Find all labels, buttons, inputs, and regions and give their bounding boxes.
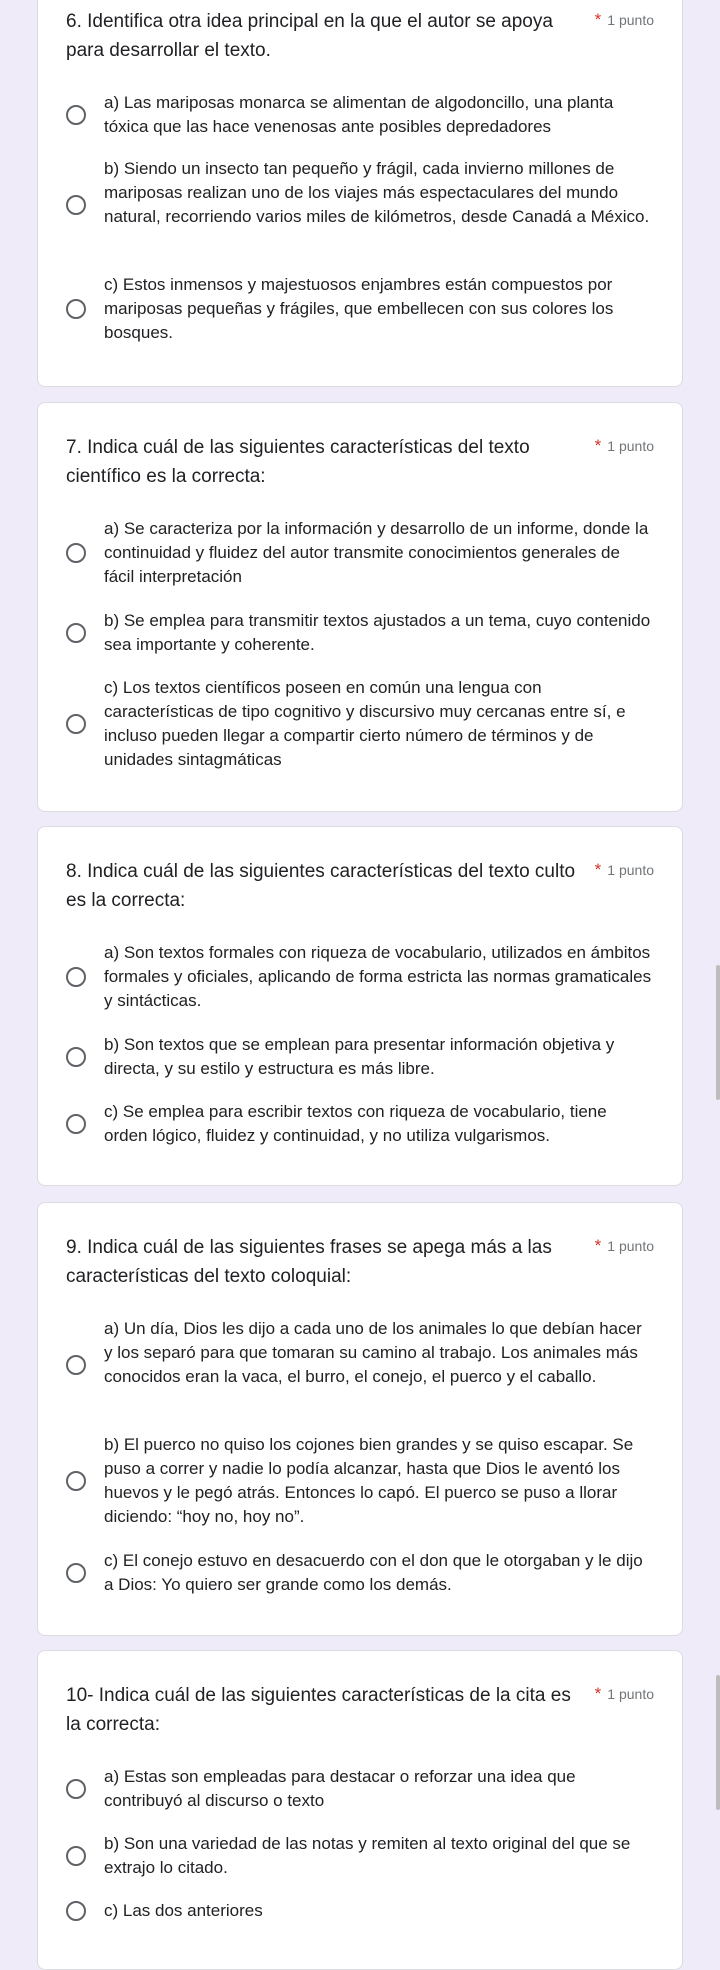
- radio-button[interactable]: [66, 1779, 86, 1799]
- question-title: 6. Identifica otra idea principal en la que el autor se apoya para desarrollar el texto.: [66, 11, 553, 61]
- radio-button[interactable]: [66, 105, 86, 125]
- question-card-9: [37, 1202, 683, 1636]
- points-indicator: [595, 9, 654, 31]
- option-label: b) El puerco no quiso los cojones bien grandes y se quiso escapar. Se puso a correr y nadie lo podía alcanzar, hasta que Dios le aventó los huevos y le pegó atrás. Entonces lo capó. El puerco se puso a llorar diciendo: “hoy no, hoy no”.: [104, 1435, 634, 1526]
- option-label: a) Estas son empleadas para destacar o reforzar una idea que contribuyó al discurso o texto: [104, 1767, 576, 1810]
- radio-button[interactable]: [66, 1114, 86, 1134]
- points-label: 1 punto: [607, 438, 654, 454]
- question-card-6: [37, 0, 683, 387]
- required-asterisk: *: [594, 1236, 602, 1255]
- required-asterisk: *: [594, 1684, 602, 1703]
- required-asterisk: *: [594, 10, 602, 29]
- question-title: 7. Indica cuál de las siguientes características del texto científico es la correcta:: [66, 437, 530, 487]
- option-label: a) Son textos formales con riqueza de vocabulario, utilizados en ámbitos formales y oficiales, aplicando de forma estricta las normas gramaticales y sintácticas.: [104, 943, 652, 1010]
- option-label: a) Las mariposas monarca se alimentan de algodoncillo, una planta tóxica que las hace venenosas ante posibles depredadores: [104, 93, 614, 136]
- points-label: 1 punto: [607, 1686, 654, 1702]
- points-label: 1 punto: [607, 862, 654, 878]
- radio-button[interactable]: [66, 543, 86, 563]
- scrollbar-thumb[interactable]: [716, 1675, 720, 1810]
- radio-button[interactable]: [66, 1355, 86, 1375]
- question-card-8: [37, 826, 683, 1186]
- radio-button[interactable]: [66, 1901, 86, 1921]
- question-card-7: [37, 402, 683, 812]
- required-asterisk: *: [594, 860, 602, 879]
- option-label: a) Se caracteriza por la información y desarrollo de un informe, donde la continuidad y fluidez del autor transmite conocimientos generales de fácil interpretación: [104, 519, 649, 586]
- option-label: b) Se emplea para transmitir textos ajustados a un tema, cuyo contenido sea importante y coherente.: [104, 611, 651, 654]
- option-label: c) Estos inmensos y majestuosos enjambres están compuestos por mariposas pequeñas y frágiles, que embellecen con sus colores los bosques.: [104, 275, 614, 342]
- radio-button[interactable]: [66, 967, 86, 987]
- radio-button[interactable]: [66, 1047, 86, 1067]
- radio-button[interactable]: [66, 1846, 86, 1866]
- radio-button[interactable]: [66, 1563, 86, 1583]
- radio-button[interactable]: [66, 299, 86, 319]
- question-title: 10- Indica cuál de las siguientes características de la cita es la correcta:: [66, 1685, 571, 1735]
- radio-button[interactable]: [66, 714, 86, 734]
- scrollbar-thumb[interactable]: [716, 965, 720, 1100]
- option-label: c) El conejo estuvo en desacuerdo con el don que le otorgaban y le dijo a Dios: Yo quiero ser grande como los demás.: [104, 1551, 643, 1594]
- points-indicator: [595, 1235, 654, 1257]
- points-indicator: [595, 859, 654, 881]
- option-label: c) Se emplea para escribir textos con riqueza de vocabulario, tiene orden lógico, fluidez y continuidad, y no utiliza vulgarismos.: [104, 1102, 607, 1145]
- question-title: 9. Indica cuál de las siguientes frases se apega más a las características del texto coloquial:: [66, 1237, 552, 1287]
- radio-button[interactable]: [66, 195, 86, 215]
- option-label: b) Siendo un insecto tan pequeño y frágil, cada invierno millones de mariposas realizan uno de los viajes más espectaculares del mundo natural, recorriendo varios miles de kilómetros, desde Canadá a México.: [104, 159, 650, 226]
- radio-button[interactable]: [66, 623, 86, 643]
- question-title: 8. Indica cuál de las siguientes características del texto culto es la correcta:: [66, 861, 576, 911]
- points-indicator: [595, 435, 654, 457]
- option-label: b) Son textos que se emplean para presentar información objetiva y directa, y su estilo y estructura es más libre.: [104, 1035, 615, 1078]
- radio-button[interactable]: [66, 1471, 86, 1491]
- option-label: c) Los textos científicos poseen en común una lengua con características de tipo cognitivo y discursivo muy cercanas entre sí, e incluso pueden llegar a compartir cierto número de términos y de unidades sintagmáticas: [104, 678, 626, 769]
- option-label: a) Un día, Dios les dijo a cada uno de los animales lo que debían hacer y los separó para que tomaran su camino al trabajo. Los animales más conocidos eran la vaca, el burro, el conejo, el puerco y el caballo.: [104, 1319, 642, 1386]
- option-label: c) Las dos anteriores: [104, 1901, 263, 1920]
- required-asterisk: *: [594, 436, 602, 455]
- option-label: b) Son una variedad de las notas y remiten al texto original del que se extrajo lo citado.: [104, 1834, 631, 1877]
- points-indicator: [595, 1683, 654, 1705]
- question-card-10: [37, 1650, 683, 1970]
- points-label: 1 punto: [607, 1238, 654, 1254]
- points-label: 1 punto: [607, 12, 654, 28]
